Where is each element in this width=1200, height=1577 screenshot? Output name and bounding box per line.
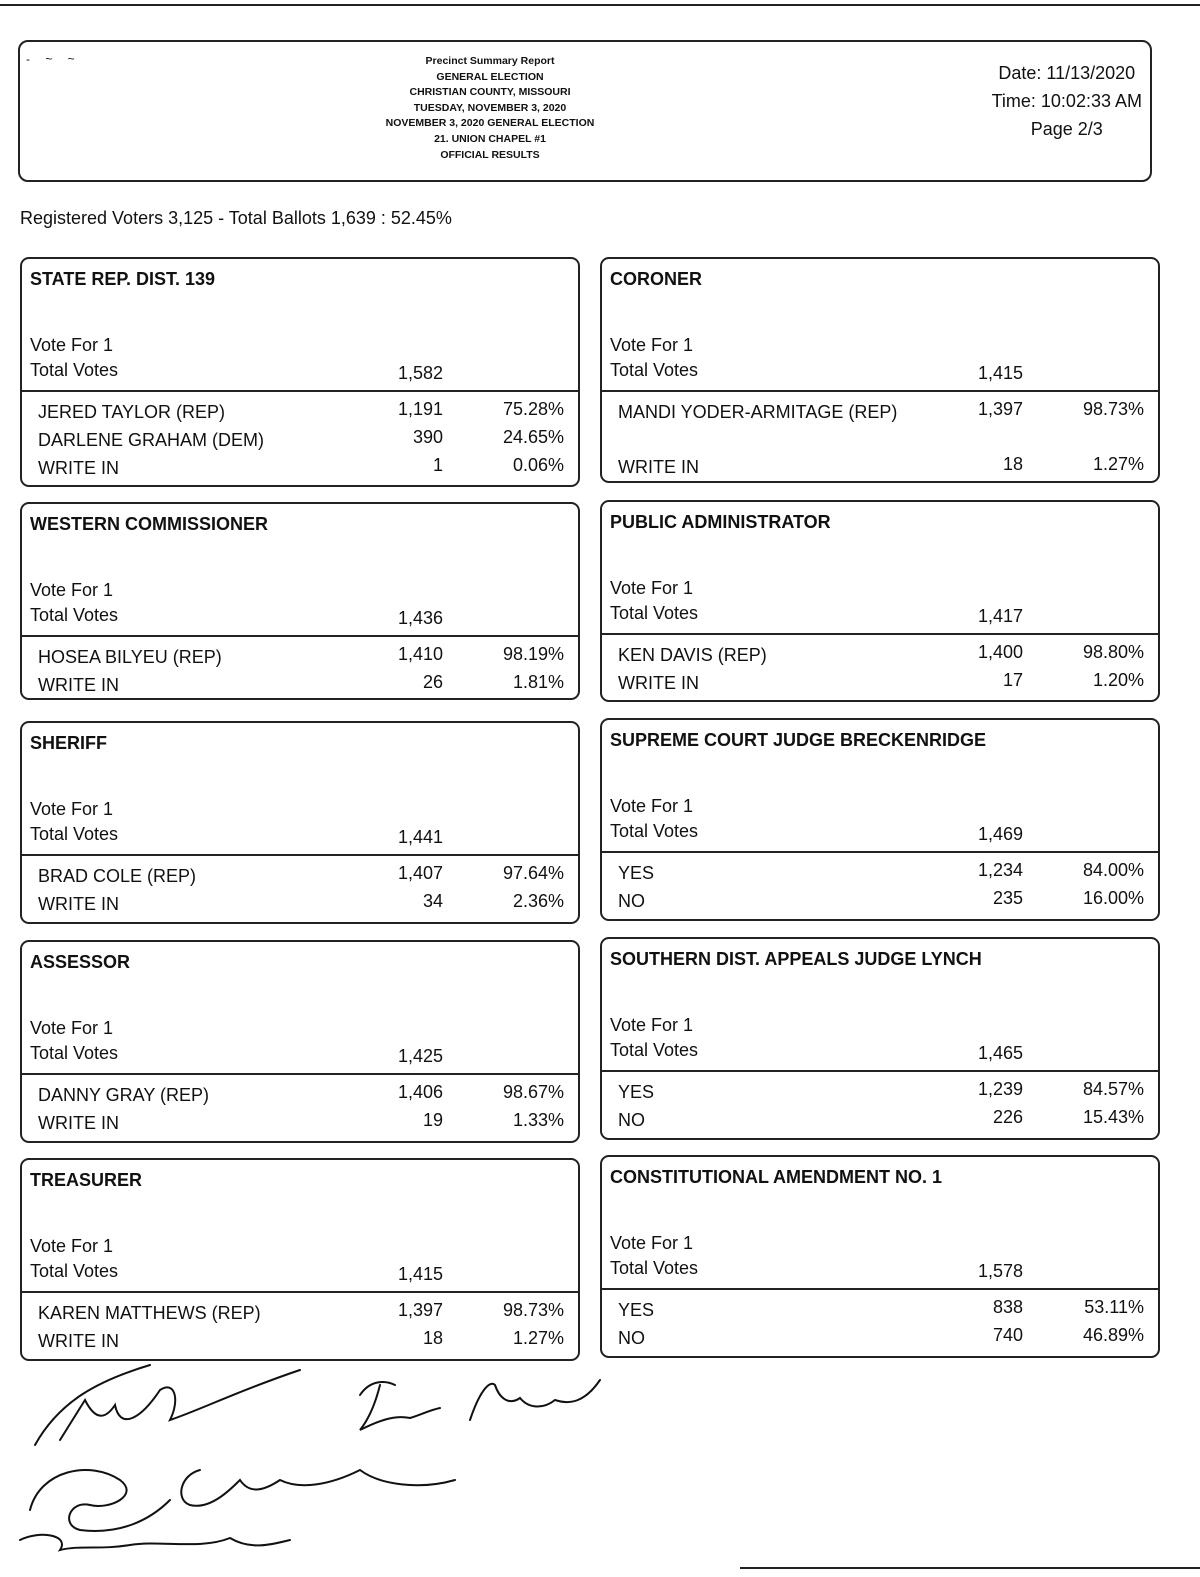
candidate-row [602,454,1158,482]
race-box [20,502,580,700]
total-votes-label: Total Votes [610,603,699,623]
candidate-votes: 838 [992,1297,1023,1317]
candidate-votes: 390 [412,427,443,447]
candidate-name: YES [618,1082,655,1102]
race-title: STATE REP. DIST. 139 [30,269,216,289]
total-votes-value: 1,417 [977,606,1023,626]
candidate-votes: 34 [422,891,443,911]
candidate-name: WRITE IN [618,457,699,477]
candidate-name: KEN DAVIS (REP) [618,645,767,665]
race-divider [602,1070,1158,1072]
report-title: Precinct Summary Report [425,55,555,67]
candidate-name: WRITE IN [38,675,119,695]
race-title: CORONER [610,269,703,289]
vote-for-label: Vote For 1 [610,578,694,598]
candidate-votes: 26 [422,672,443,692]
total-votes-value: 1,469 [977,824,1023,844]
race-box [20,940,580,1143]
candidate-percent: 98.67% [502,1082,564,1102]
candidate-percent: 98.73% [502,1300,564,1320]
vote-for-label: Vote For 1 [610,796,694,816]
candidate-row [602,888,1158,916]
candidate-row [22,427,578,455]
candidate-percent: 1.20% [1092,670,1144,690]
candidate-list [602,1297,1158,1353]
total-votes-label: Total Votes [610,1258,699,1278]
turnout-summary: Registered Voters 3,125 - Total Ballots 1,639 : 52.45% [20,208,452,228]
total-votes-value: 1,582 [397,363,443,383]
candidate-percent: 46.89% [1082,1325,1144,1345]
candidate-percent: 1.27% [512,1328,564,1348]
race-title: TREASURER [30,1170,143,1190]
candidate-row [602,642,1158,670]
candidate-percent: 1.33% [512,1110,564,1130]
precinct-name: 21. UNION CHAPEL #1 [434,132,546,145]
election-name: GENERAL ELECTION [436,70,544,83]
vote-for-label: Vote For 1 [30,1236,114,1256]
candidate-votes: 1,407 [397,863,443,883]
total-votes-label: Total Votes [30,360,119,380]
candidate-votes: 1,406 [397,1082,443,1102]
vote-for-label: Vote For 1 [30,1018,114,1038]
candidate-list [22,644,578,700]
total-votes-value: 1,578 [977,1261,1023,1281]
vote-for-label: Vote For 1 [610,1015,694,1035]
candidate-votes: 740 [992,1325,1023,1345]
total-votes-label: Total Votes [30,824,119,844]
candidate-percent: 84.57% [1082,1079,1144,1099]
total-votes-label: Total Votes [610,360,699,380]
candidate-row [602,1325,1158,1353]
race-divider [22,635,578,637]
candidate-percent: 98.73% [1082,399,1144,419]
candidate-list [22,1300,578,1356]
candidate-row [22,1110,578,1138]
race-title: SUPREME COURT JUDGE BRECKENRIDGE [610,730,987,750]
candidate-row [22,1300,578,1328]
candidate-votes: 1,410 [397,644,443,664]
candidate-row [602,1079,1158,1107]
candidate-name: WRITE IN [38,1331,119,1351]
candidate-votes: 1,234 [977,860,1023,880]
signature-1 [35,1365,300,1445]
candidate-name: HOSEA BILYEU (REP) [38,647,222,667]
race-divider [22,390,578,392]
results-status: OFFICIAL RESULTS [440,148,540,161]
race-divider [602,1288,1158,1290]
total-votes-label: Total Votes [610,1040,699,1060]
candidate-name: NO [618,1110,645,1130]
candidate-votes: 235 [992,888,1023,908]
race-title: SHERIFF [30,733,108,753]
vote-for-label: Vote For 1 [610,335,694,355]
page-number: Page 2/3 [1030,119,1103,139]
race-box [600,257,1160,483]
total-votes-label: Total Votes [30,605,119,625]
election-full-name: NOVEMBER 3, 2020 GENERAL ELECTION [385,117,595,130]
candidate-votes: 1,191 [397,399,443,419]
report-meta [992,59,1142,143]
candidate-name: YES [618,1300,655,1320]
candidate-name: JERED TAYLOR (REP) [38,402,226,422]
candidate-row [22,399,578,427]
signature-3 [30,1470,455,1531]
race-divider [602,851,1158,853]
candidate-row [22,672,578,700]
race-title: SOUTHERN DIST. APPEALS JUDGE LYNCH [610,949,982,969]
candidate-row [22,1082,578,1110]
candidate-name: WRITE IN [38,894,119,914]
candidate-percent: 15.43% [1082,1107,1144,1127]
candidate-list [602,642,1158,698]
county-name: CHRISTIAN COUNTY, MISSOURI [409,86,571,99]
total-votes-value: 1,441 [397,827,443,847]
top-rule [0,4,1200,6]
candidate-percent: 2.36% [512,891,564,911]
candidate-percent: 16.00% [1082,888,1144,908]
total-votes-value: 1,436 [397,608,443,628]
race-divider [602,633,1158,635]
candidate-votes: 17 [1002,670,1023,690]
candidate-votes: 1 [432,455,443,475]
candidate-name: WRITE IN [38,1113,119,1133]
candidate-row [22,863,578,891]
candidate-votes: 1,397 [397,1300,443,1320]
candidate-row [602,1107,1158,1135]
report-time: Time: 10:02:33 AM [991,91,1142,111]
candidate-row [22,1328,578,1356]
candidate-row [22,644,578,672]
candidate-name: DANNY GRAY (REP) [38,1085,210,1105]
candidate-name: NO [618,891,645,911]
candidate-list [22,863,578,919]
report-date: Date: 11/13/2020 [998,63,1136,83]
race-title: CONSTITUTIONAL AMENDMENT NO. 1 [610,1167,942,1187]
candidate-votes: 1,239 [977,1079,1023,1099]
total-votes-value: 1,465 [977,1043,1023,1063]
race-title: WESTERN COMMISSIONER [30,514,269,534]
candidate-percent: 1.27% [1092,454,1144,474]
candidate-row [602,399,1158,454]
bottom-rule [740,1567,1200,1569]
report-header [18,40,1152,182]
candidate-percent: 98.80% [1082,642,1144,662]
signatures [0,1360,700,1577]
candidate-list [22,399,578,483]
candidate-name: KAREN MATTHEWS (REP) [38,1303,261,1323]
race-box [600,500,1160,702]
candidate-name: BRAD COLE (REP) [38,866,197,886]
candidate-row [602,1297,1158,1325]
race-divider [22,1291,578,1293]
candidate-percent: 98.19% [502,644,564,664]
candidate-list [602,399,1158,482]
candidate-votes: 226 [992,1107,1023,1127]
race-box [20,257,580,487]
candidate-percent: 97.64% [502,863,564,883]
candidate-name: DARLENE GRAHAM (DEM) [38,430,265,450]
race-box [20,1158,580,1361]
candidate-percent: 24.65% [502,427,564,447]
candidate-name: WRITE IN [38,458,119,478]
candidate-percent: 0.06% [512,455,564,475]
race-title: ASSESSOR [30,952,131,972]
candidate-name: NO [618,1328,645,1348]
race-box [600,1155,1160,1358]
total-votes-value: 1,425 [397,1046,443,1066]
race-box [600,937,1160,1140]
race-box [600,718,1160,921]
candidate-row [602,860,1158,888]
candidate-percent: 53.11% [1084,1297,1144,1317]
candidate-votes: 19 [422,1110,443,1130]
vote-for-label: Vote For 1 [30,799,114,819]
vote-for-label: Vote For 1 [610,1233,694,1253]
race-title: PUBLIC ADMINISTRATOR [610,512,831,532]
candidate-list [602,1079,1158,1135]
vote-for-label: Vote For 1 [30,335,114,355]
candidate-name: WRITE IN [618,673,699,693]
report-title-block [320,54,660,163]
total-votes-value: 1,415 [397,1264,443,1284]
total-votes-value: 1,415 [977,363,1023,383]
candidate-name: YES [618,863,655,883]
total-votes-label: Total Votes [30,1043,119,1063]
total-votes-label: Total Votes [30,1261,119,1281]
candidate-percent: 1.81% [512,672,564,692]
candidate-row [22,891,578,919]
candidate-percent: 75.28% [502,399,564,419]
candidate-row [22,455,578,483]
candidate-list [22,1082,578,1138]
candidate-votes: 18 [1002,454,1023,474]
candidate-votes: 1,397 [977,399,1023,419]
scan-marks: - ~ ~ [26,52,81,66]
race-divider [602,390,1158,392]
race-divider [22,854,578,856]
race-box [20,721,580,924]
race-divider [22,1073,578,1075]
vote-for-label: Vote For 1 [30,580,114,600]
candidate-list [602,860,1158,916]
signature-2 [360,1380,600,1430]
candidate-votes: 1,400 [977,642,1023,662]
candidate-percent: 84.00% [1082,860,1144,880]
signature-4 [20,1535,290,1550]
election-day: TUESDAY, NOVEMBER 3, 2020 [413,101,567,114]
candidate-name: MANDI YODER-ARMITAGE (REP) [618,402,898,422]
candidate-row [602,670,1158,698]
candidate-votes: 18 [422,1328,443,1348]
total-votes-label: Total Votes [610,821,699,841]
